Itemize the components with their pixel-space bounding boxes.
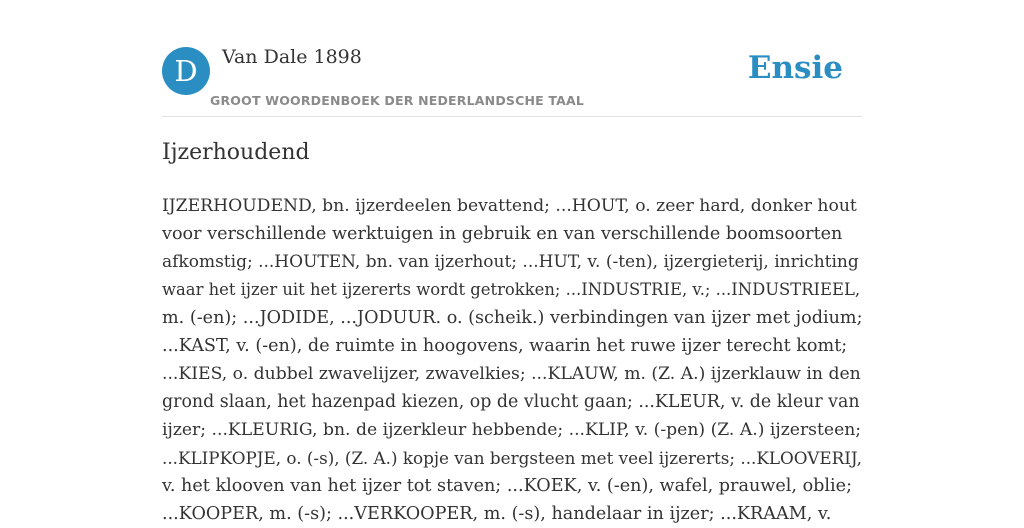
- definition-line: ...KAST, v. (-en), de ruimte in hoogovens, waarin het ruwe ijzer terecht komt;: [162, 336, 848, 356]
- definition-line: waar het ijzer uit het ijzererts wordt getrokken; ...INDUSTRIE, v.; ...INDUSTRIEEL,: [162, 280, 861, 299]
- definition-line: afkomstig; ...HOUTEN, bn. van ijzerhout; ...HUT, v. (-ten), ijzergieterij, inrichting: [162, 252, 859, 272]
- definition-line: IJZERHOUDEND, bn. ijzerdeelen bevattend; ...HOUT, o. zeer hard, donker hout: [162, 196, 857, 216]
- definition-line: ...KLIPKOPJE, o. (-s), (Z. A.) kopje van bergsteen met veel ijzererts; ...KLOOVERIJ,: [162, 448, 862, 468]
- dictionary-avatar[interactable]: D: [162, 47, 210, 95]
- entry-title: Ijzerhoudend: [162, 140, 310, 165]
- definition-line: voor verschillende werktuigen in gebruik en van verschillende boomsoorten: [162, 224, 843, 244]
- definition-line: grond slaan, het hazenpad kiezen, op de vlucht gaan; ...KLEUR, v. de kleur van: [162, 392, 860, 412]
- definition-line: m. (-en); ...JODIDE, ...JODUUR. o. (scheik.) verbindingen van ijzer met jodium;: [162, 308, 863, 328]
- dictionary-header: [162, 44, 862, 117]
- definition-line: ...KIES, o. dubbel zwavelijzer, zwavelkies; ...KLAUW, m. (Z. A.) ijzerklauw in den: [162, 364, 861, 384]
- dictionary-subtitle: GROOT WOORDENBOEK DER NEDERLANDSCHE TAAL: [210, 93, 585, 108]
- definition-line: ijzer; ...KLEURIG, bn. de ijzerkleur hebbende; ...KLIP, v. (-pen) (Z. A.) ijzersteen;: [162, 420, 862, 440]
- dictionary-name[interactable]: Van Dale 1898: [222, 46, 362, 68]
- definition-line: ...KOOPER, m. (-s); ...VERKOOPER, m. (-s), handelaar in ijzer; ...KRAAM, v.: [162, 504, 832, 524]
- entry-definition: [162, 192, 864, 528]
- ensie-logo[interactable]: Ensie: [747, 50, 843, 86]
- definition-line: v. het klooven van het ijzer tot staven; ...KOEK, v. (-en), wafel, prauwel, oblie;: [162, 476, 853, 496]
